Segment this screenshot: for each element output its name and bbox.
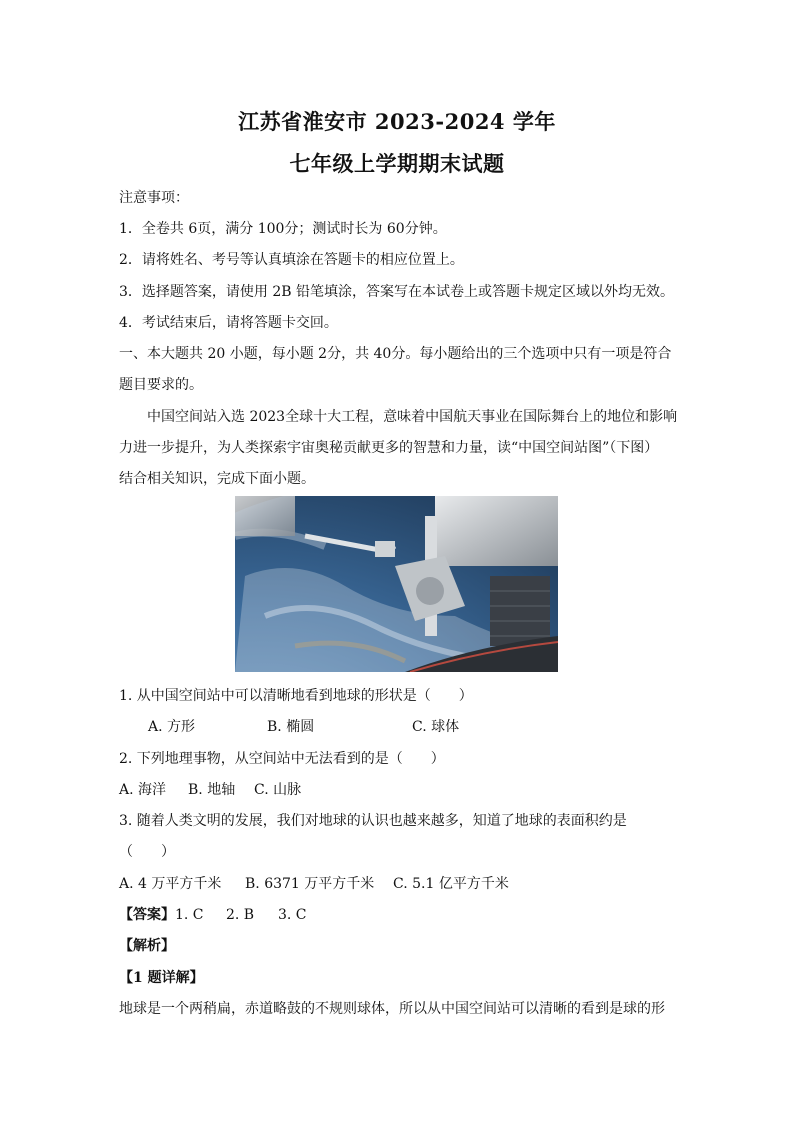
notes-heading: 注意事项： (119, 190, 189, 206)
option[interactable]: C. 5.1 亿平方千米 (393, 876, 509, 892)
option[interactable]: C. 山脉 (254, 782, 302, 798)
option[interactable]: A. 4 万平方千米 (119, 876, 222, 892)
question-3-stem-cont: （ ） (119, 844, 175, 860)
passage-line: 中国空间站入选 2023全球十大工程，意味着中国航天事业在国际舞台上的地位和影响 (147, 409, 678, 425)
option[interactable]: A. 方形 (148, 719, 196, 735)
exam-title-line1: 江苏省淮安市 2023-2024 学年 (238, 109, 556, 134)
passage-line: 结合相关知识，完成下面小题。 (119, 471, 315, 487)
exam-title-line2: 七年级上学期期末试题 (289, 151, 505, 176)
option[interactable]: A. 海洋 (119, 782, 167, 798)
option[interactable]: B. 地轴 (188, 782, 236, 798)
note-item: 1．全卷共 6页，满分 100分；测试时长为 60分钟。 (119, 221, 447, 237)
question-3-options (119, 873, 509, 893)
analysis-detail-text: 地球是一个两稍扁，赤道略鼓的不规则球体，所以从中国空间站可以清晰的看到是球的形 (119, 1001, 665, 1017)
passage-line: 力进一步提升，为人类探索宇宙奥秘贡献更多的智慧和力量，读“中国空间站图”（下图） (119, 440, 659, 456)
option[interactable]: B. 椭圆 (267, 719, 315, 735)
section-instruction: 一、本大题共 20 小题，每小题 2分，共 40分。每小题给出的三个选项中只有一项是符合 (119, 346, 672, 362)
answer-row (119, 904, 307, 924)
analysis-label: 【解析】 (119, 938, 175, 954)
option[interactable]: B. 6371 万平方千米 (245, 876, 375, 892)
answer-item: 1. C (175, 907, 204, 923)
answer-item: 2. B (226, 907, 255, 923)
answer-item: 3. C (278, 907, 307, 923)
question-2-options (119, 779, 301, 799)
question-2-stem: 2. 下列地理事物，从空间站中无法看到的是（ ） (119, 751, 445, 767)
option[interactable]: C. 球体 (412, 719, 460, 735)
space-station-earth-photo (235, 496, 558, 672)
question-1-options (148, 716, 459, 736)
question-1-stem: 1. 从中国空间站中可以清晰地看到地球的形状是（ ） (119, 688, 473, 704)
note-item: 2．请将姓名、考号等认真填涂在答题卡的相应位置上。 (119, 252, 464, 268)
question-3-stem: 3. 随着人类文明的发展，我们对地球的认识也越来越多，知道了地球的表面积约是 (119, 813, 627, 829)
analysis-detail-label: 【1 题详解】 (119, 970, 204, 986)
answer-label: 【答案】 (119, 907, 175, 923)
note-item: 3．选择题答案，请使用 2B 铅笔填涂，答案写在本试卷上或答题卡规定区域以外均无效。 (119, 284, 675, 300)
section-instruction-cont: 题目要求的。 (119, 377, 203, 393)
note-item: 4．考试结束后，请将答题卡交回。 (119, 315, 338, 331)
